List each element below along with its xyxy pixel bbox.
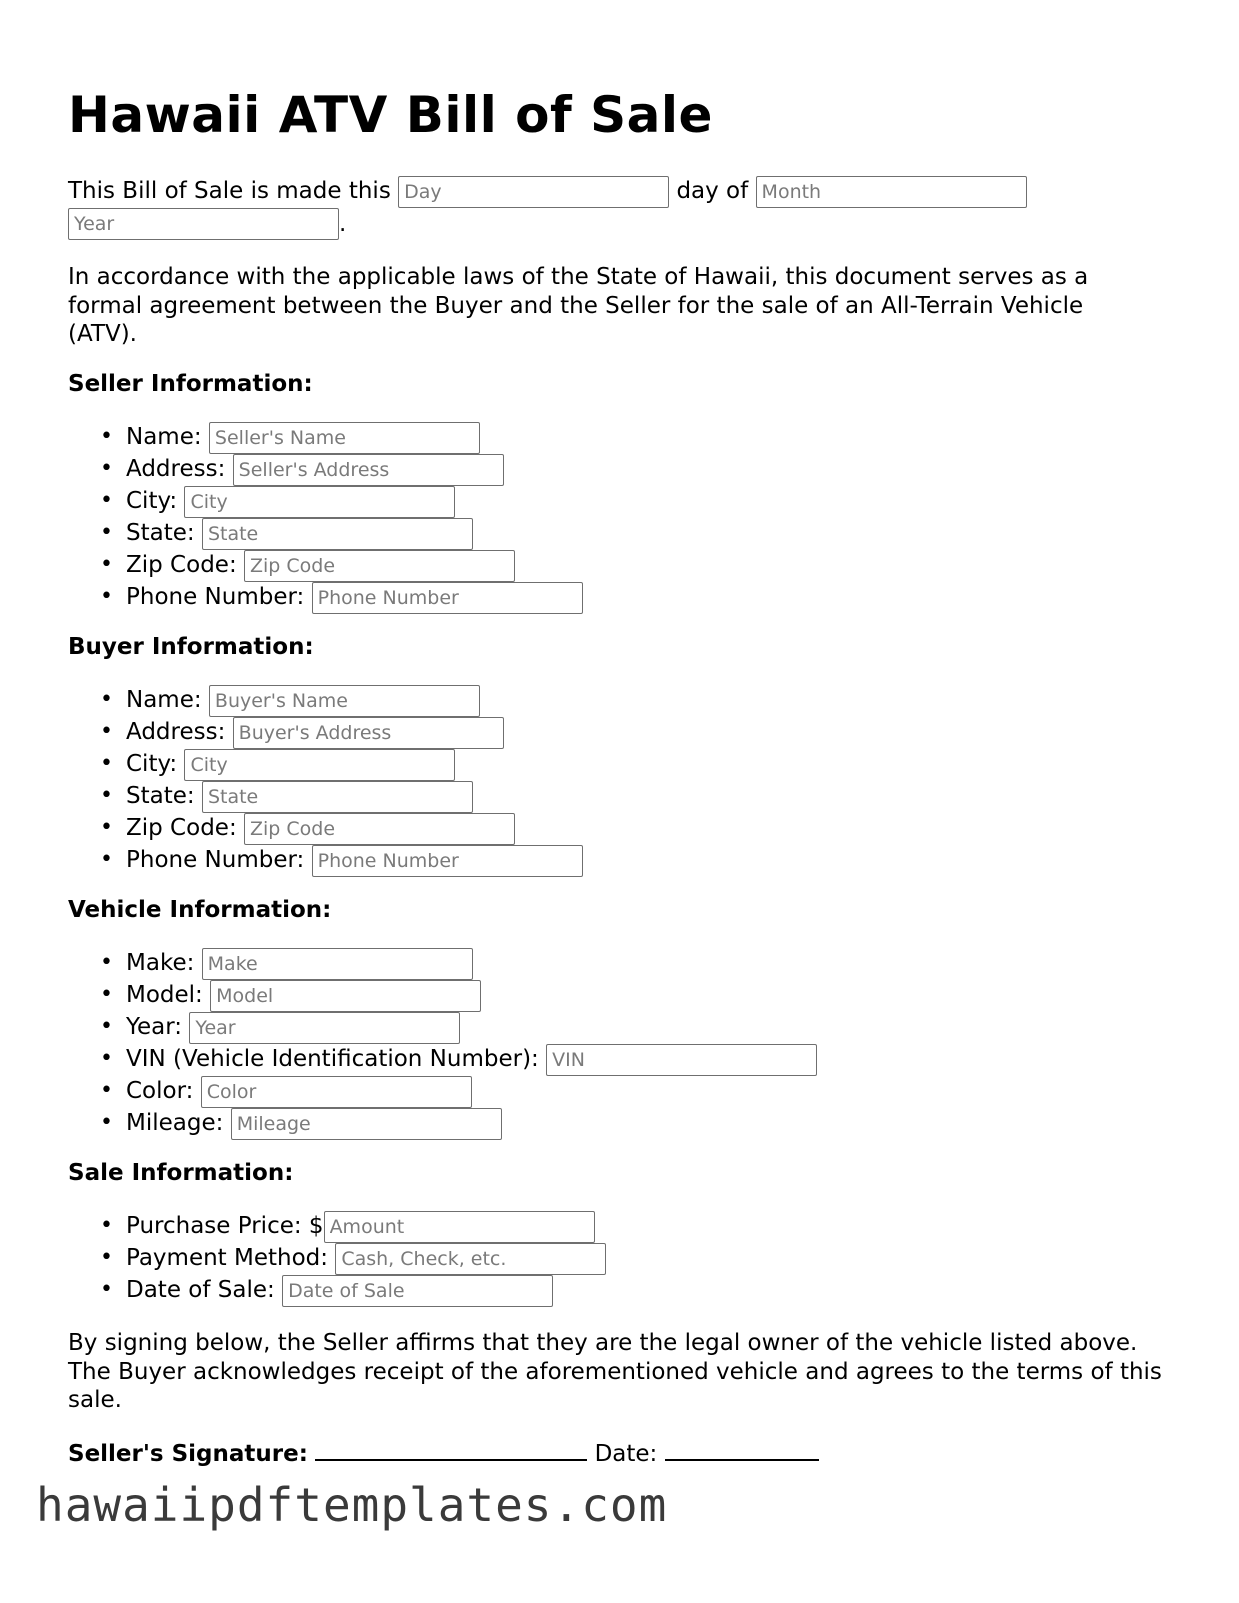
buyer-city-label: City: [126, 751, 178, 777]
buyer-phone-label: Phone Number: [126, 847, 305, 873]
vehicle-make-item [100, 947, 817, 979]
seller-phone-label: Phone Number: [126, 584, 305, 610]
seller-phone-field[interactable] [312, 582, 583, 614]
seller-state-field[interactable] [202, 518, 473, 550]
sale-date-field[interactable] [282, 1275, 553, 1307]
buyer-address-field[interactable] [233, 717, 504, 749]
sale-date-item [100, 1274, 606, 1306]
seller-address-item [100, 453, 583, 485]
date-line-prefix: This Bill of Sale is made this [68, 178, 391, 204]
vehicle-year-item [100, 1011, 817, 1043]
page-title: Hawaii ATV Bill of Sale [68, 86, 713, 144]
intro-paragraph: In accordance with the applicable laws of the State of Hawaii, this document serves as a formal agreement between the Buyer and the Seller for the sale of an All-Terrain Vehicle (ATV). [68, 264, 1089, 347]
vehicle-mileage-label: Mileage: [126, 1110, 224, 1136]
buyer-city-item [100, 748, 583, 780]
buyer-zip-field[interactable] [244, 813, 515, 845]
buyer-state-field[interactable] [202, 781, 473, 813]
buyer-address-label: Address: [126, 719, 226, 745]
vehicle-heading: Vehicle Information: [68, 897, 332, 923]
buyer-name-label: Name: [126, 687, 202, 713]
signature-line [68, 1437, 819, 1467]
seller-zip-label: Zip Code: [126, 552, 237, 578]
sale-heading: Sale Information: [68, 1160, 294, 1186]
vehicle-model-item [100, 979, 817, 1011]
sale-payment-label: Payment Method: [126, 1245, 329, 1271]
buyer-name-item [100, 684, 583, 716]
vehicle-make-field[interactable] [202, 948, 473, 980]
seller-city-label: City: [126, 488, 178, 514]
date-line-middle: day of [676, 178, 749, 204]
seller-address-label: Address: [126, 456, 226, 482]
seller-signature-blank[interactable] [315, 1437, 587, 1461]
seller-fields-list [100, 421, 583, 613]
sale-date-label: Date of Sale: [126, 1277, 275, 1303]
month-field[interactable] [756, 176, 1027, 208]
seller-phone-item [100, 581, 583, 613]
seller-heading: Seller Information: [68, 371, 313, 397]
vehicle-model-label: Model: [126, 982, 203, 1008]
vehicle-year-label: Year: [126, 1014, 183, 1040]
day-field[interactable] [398, 176, 669, 208]
vehicle-color-item [100, 1075, 817, 1107]
sale-fields-list [100, 1210, 606, 1306]
buyer-state-label: State: [126, 783, 195, 809]
vehicle-vin-item [100, 1043, 817, 1075]
seller-name-field[interactable] [209, 422, 480, 454]
closing-paragraph: By signing below, the Seller affirms that they are the legal owner of the vehicle listed above. The Buyer acknowledges receipt of the aforementioned vehicle and agrees to the terms of this sale. [68, 1330, 1162, 1413]
sale-price-item [100, 1210, 606, 1242]
buyer-phone-item [100, 844, 583, 876]
vehicle-mileage-field[interactable] [231, 1108, 502, 1140]
seller-zip-item [100, 549, 583, 581]
signature-date-blank[interactable] [665, 1437, 819, 1461]
vehicle-vin-label: VIN (Vehicle Identification Number): [126, 1046, 539, 1072]
buyer-name-field[interactable] [209, 685, 480, 717]
vehicle-vin-field[interactable] [546, 1044, 817, 1076]
sale-payment-item [100, 1242, 606, 1274]
watermark: hawaiipdftemplates.com [36, 1478, 668, 1532]
vehicle-color-label: Color: [126, 1078, 194, 1104]
vehicle-fields-list [100, 947, 817, 1139]
buyer-address-item [100, 716, 583, 748]
sale-price-field[interactable] [324, 1211, 595, 1243]
sale-price-label: Purchase Price: $ [126, 1213, 324, 1239]
seller-city-item [100, 485, 583, 517]
seller-name-item [100, 421, 583, 453]
vehicle-color-field[interactable] [201, 1076, 472, 1108]
seller-zip-field[interactable] [244, 550, 515, 582]
vehicle-model-field[interactable] [210, 980, 481, 1012]
buyer-zip-item [100, 812, 583, 844]
seller-address-field[interactable] [233, 454, 504, 486]
buyer-zip-label: Zip Code: [126, 815, 237, 841]
vehicle-year-field[interactable] [189, 1012, 460, 1044]
seller-state-item [100, 517, 583, 549]
year-field[interactable] [68, 208, 339, 240]
vehicle-mileage-item [100, 1107, 817, 1139]
seller-state-label: State: [126, 520, 195, 546]
buyer-city-field[interactable] [184, 749, 455, 781]
buyer-fields-list [100, 684, 583, 876]
seller-city-field[interactable] [184, 486, 455, 518]
date-line [68, 175, 1168, 240]
buyer-state-item [100, 780, 583, 812]
buyer-phone-field[interactable] [312, 845, 583, 877]
vehicle-make-label: Make: [126, 950, 195, 976]
sale-payment-field[interactable] [335, 1243, 606, 1275]
date-line-suffix: . [339, 210, 347, 237]
buyer-heading: Buyer Information: [68, 634, 314, 660]
signature-date-label: Date: [594, 1441, 658, 1467]
seller-signature-label: Seller's Signature: [68, 1441, 308, 1467]
seller-name-label: Name: [126, 424, 202, 450]
